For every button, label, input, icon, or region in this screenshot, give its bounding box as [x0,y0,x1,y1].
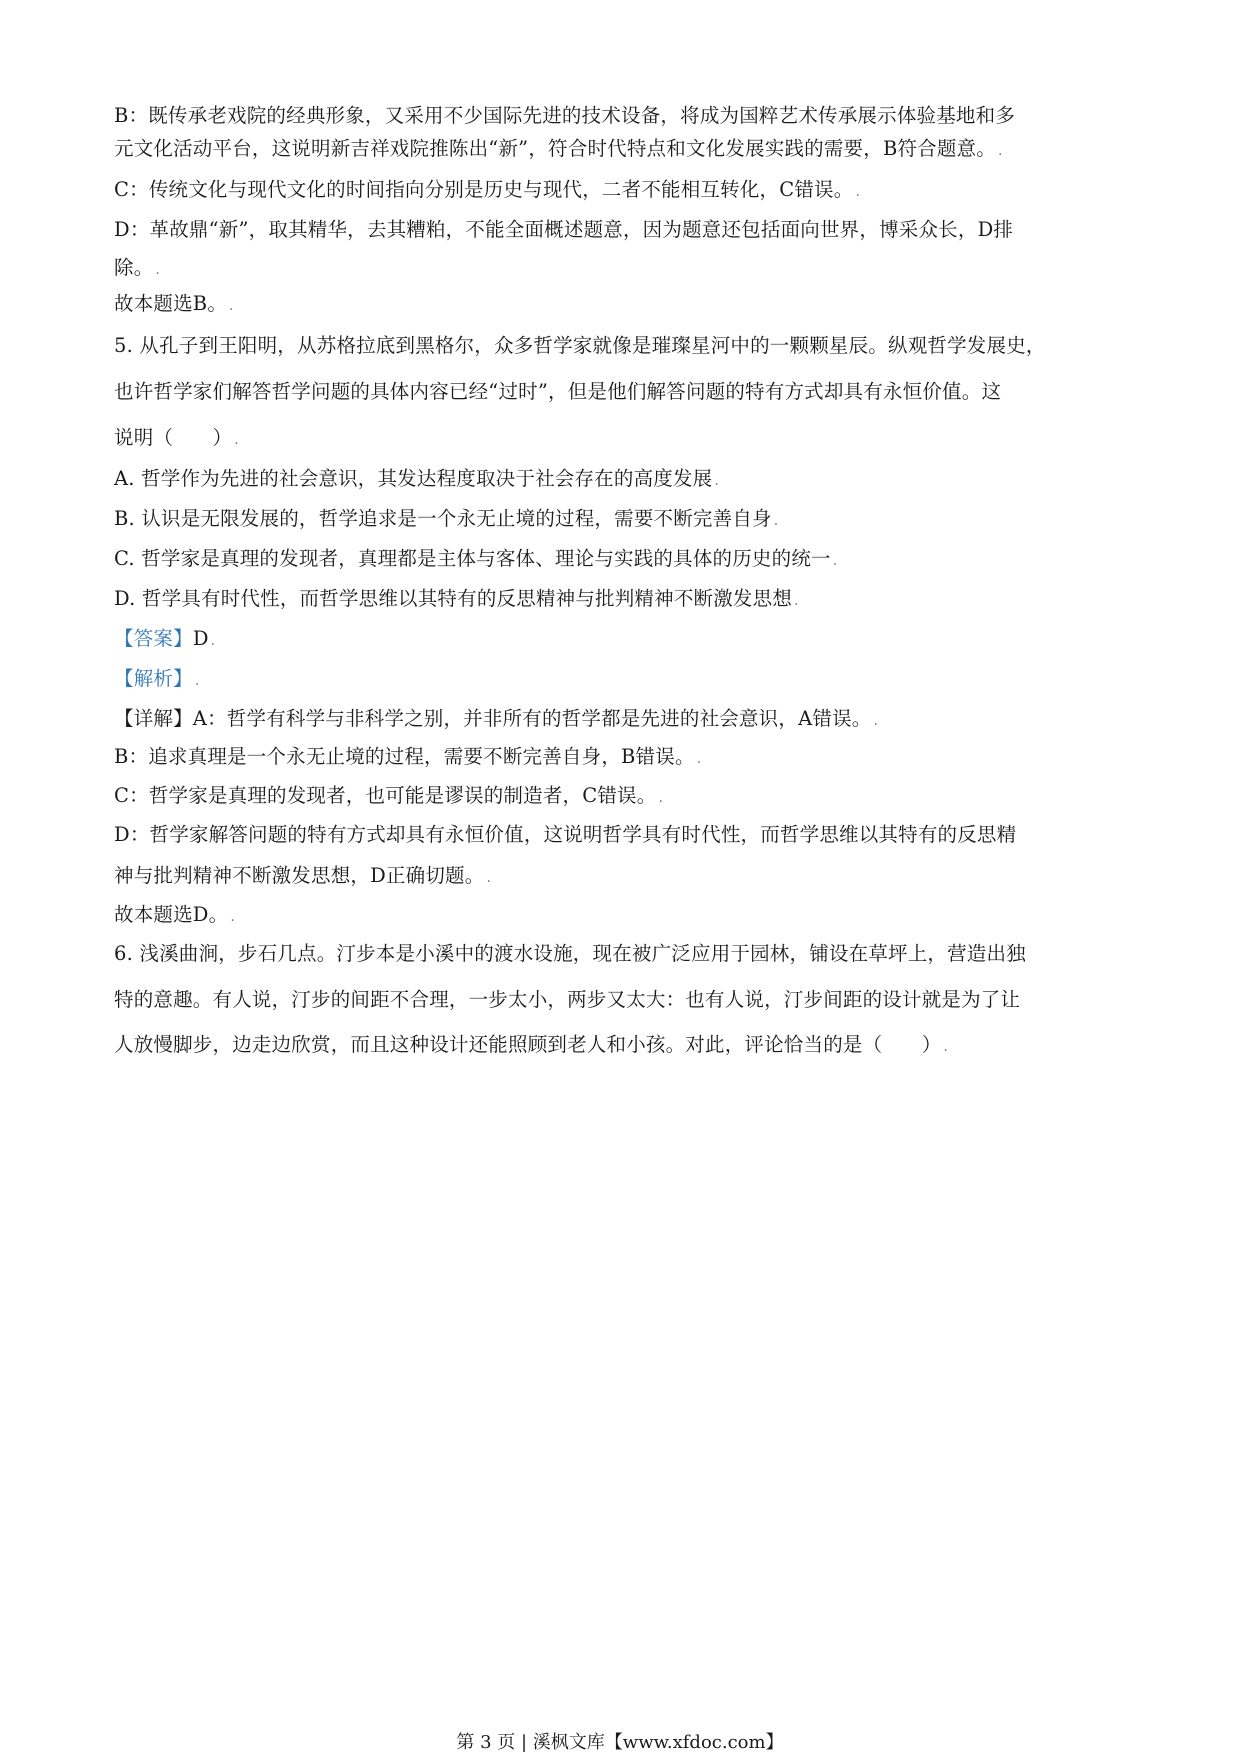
text-line: D：革故鼎“新”，取其精华，去其糟粕，不能全面概述题意，因为题意还包括面向世界，博采众长，D排 [114,218,1014,241]
text-line: 【详解】A：哲学有科学与非科学之别，并非所有的哲学都是先进的社会意识，A错误。 . [114,707,879,730]
question-6-stem: 人放慢脚步，边走边欣赏，而且这种设计还能照顾到老人和小孩。对此，评论恰当的是（ ） . [114,1033,949,1056]
text-line: 元文化活动平台，这说明新吉祥戏院推陈出“新”，符合时代特点和文化发展实践的需要，B符合题意。 . [114,137,1003,160]
analysis-tag: 【解析】 [114,667,193,690]
option-b: B. 认识是无限发展的，哲学追求是一个永无止境的过程，需要不断完善自身 . [114,507,779,530]
text-line: B：追求真理是一个永无止境的过程，需要不断完善自身，B错误。 . [114,745,702,768]
answer-tag: 【答案】 [114,627,193,650]
analysis-line: 【解析】 . [114,667,200,690]
text-line: 除。 . [114,256,161,279]
question-5-stem: 说明（ ） . [114,426,239,449]
answer-line: 【答案】D . [114,627,216,650]
question-6-stem: 6. 浅溪曲涧，步石几点。汀步本是小溪中的渡水设施，现在被广泛应用于园林，铺设在草坪上，营造出独 [114,942,1026,965]
option-d: D. 哲学具有时代性，而哲学思维以其特有的反思精神与批判精神不断激发思想 . [114,587,799,610]
question-5-stem: 5. 从孔子到王阳明，从苏格拉底到黑格尔，众多哲学家就像是璀璨星河中的一颗颗星辰。纵观哲学发展史， [114,334,1046,357]
question-5-stem: 也许哲学家们解答哲学问题的具体内容已经“过时”，但是他们解答问题的特有方式却具有永恒价值。这 [114,380,1002,403]
question-6-stem: 特的意趣。有人说，汀步的间距不合理，一步太小，两步又太大：也有人说，汀步间距的设计就是为了让 [114,988,1021,1011]
text-line: C：传统文化与现代文化的时间指向分别是历史与现代，二者不能相互转化，C错误。 . [114,178,861,201]
text-line: C：哲学家是真理的发现者，也可能是谬误的制造者，C错误。 . [114,784,664,807]
text-line: 故本题选D。 . [114,903,235,926]
option-a: A. 哲学作为先进的社会意识，其发达程度取决于社会存在的高度发展 . [114,467,720,490]
text-line: 神与批判精神不断激发思想，D正确切题。 . [114,864,492,887]
page-footer: 第 3 页 | 溪枫文库【www.xfdoc.com】 [456,1732,784,1753]
option-c: C. 哲学家是真理的发现者，真理都是主体与客体、理论与实践的具体的历史的统一 . [114,547,838,570]
text-line: D：哲学家解答问题的特有方式却具有永恒价值，这说明哲学具有时代性，而哲学思维以其特有的反思精 [114,823,1017,846]
text-line: B：既传承老戏院的经典形象，又采用不少国际先进的技术设备，将成为国粹艺术传承展示体验基地和多 [114,104,1016,127]
text-line: 故本题选B。 . [114,292,234,315]
